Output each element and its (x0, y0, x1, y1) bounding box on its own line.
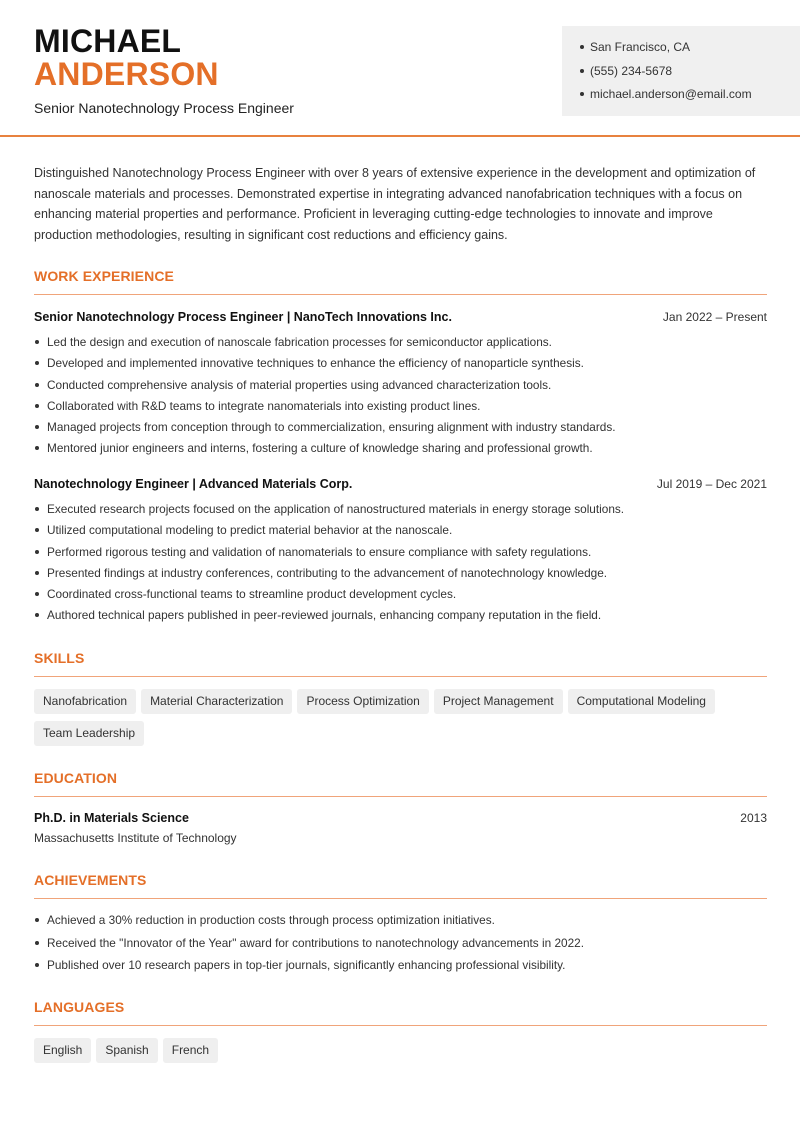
job-heading (34, 310, 767, 324)
skill-chip: Team Leadership (34, 721, 144, 746)
last-name: ANDERSON (34, 56, 219, 92)
list-item: Received the "Innovator of the Year" award for contributions to nanotechnology advancements in 2022. (34, 933, 767, 956)
list-item: Executed research projects focused on the application of nanostructured materials in energy storage solutions. (34, 499, 767, 520)
list-item: Mentored junior engineers and interns, fostering a culture of knowledge sharing and professional growth. (34, 438, 767, 459)
list-item: Published over 10 research papers in top-tier journals, significantly enhancing professional visibility. (34, 955, 767, 978)
list-item: Authored technical papers published in peer-reviewed journals, enhancing company reputation in the field. (34, 605, 767, 626)
list-item: Performed rigorous testing and validation of nanomaterials to ensure compliance with safety regulations. (34, 542, 767, 563)
education-year: 2013 (740, 811, 767, 825)
skill-chip: Nanofabrication (34, 689, 136, 714)
section-divider (34, 1025, 767, 1026)
skill-chip: Computational Modeling (568, 689, 715, 714)
job-title-company: Nanotechnology Engineer | Advanced Materials Corp. (34, 477, 353, 491)
job-dates: Jul 2019 – Dec 2021 (656, 477, 767, 491)
contact-location: San Francisco, CA (580, 36, 800, 60)
section-title-skills: SKILLS (34, 650, 85, 666)
contact-email: michael.anderson@email.com (580, 83, 800, 107)
resume-header (0, 0, 800, 137)
job-title: Senior Nanotechnology Process Engineer (34, 100, 294, 116)
list-item: Developed and implemented innovative techniques to enhance the efficiency of nanoparticle synthesis. (34, 353, 767, 374)
list-item: Achieved a 30% reduction in production costs through process optimization initiatives. (34, 910, 767, 933)
section-divider (34, 676, 767, 677)
job-heading (34, 477, 767, 491)
section-title-languages: LANGUAGES (34, 999, 125, 1015)
skill-chip: Material Characterization (141, 689, 292, 714)
section-divider (34, 294, 767, 295)
list-item: Managed projects from conception through to commercialization, ensuring alignment with industry standards. (34, 417, 767, 438)
education-school: Massachusetts Institute of Technology (34, 831, 237, 845)
language-chip: English (34, 1038, 91, 1063)
contact-box (562, 26, 800, 116)
section-title-education: EDUCATION (34, 770, 118, 786)
job-bullet-list (34, 332, 767, 460)
skill-chip: Project Management (434, 689, 563, 714)
section-title-work-experience: WORK EXPERIENCE (34, 268, 174, 284)
list-item: Utilized computational modeling to predict material behavior at the nanoscale. (34, 520, 767, 541)
achievements-list (34, 910, 767, 978)
education-degree: Ph.D. in Materials Science (34, 811, 189, 825)
language-chip: French (163, 1038, 218, 1063)
list-item: Collaborated with R&D teams to integrate nanomaterials into existing product lines. (34, 396, 767, 417)
job-title-company: Senior Nanotechnology Process Engineer | NanoTech Innovations Inc. (34, 310, 452, 324)
language-chip: Spanish (96, 1038, 157, 1063)
list-item: Led the design and execution of nanoscale fabrication processes for semiconductor applications. (34, 332, 767, 353)
section-divider (34, 898, 767, 899)
job-dates: Jan 2022 – Present (662, 310, 767, 324)
first-name: MICHAEL (34, 23, 182, 59)
job-bullet-list (34, 499, 767, 627)
skill-chip: Process Optimization (297, 689, 428, 714)
skills-chip-list (34, 689, 774, 753)
list-item: Coordinated cross-functional teams to streamline product development cycles. (34, 584, 767, 605)
list-item: Presented findings at industry conferences, contributing to the advancement of nanotechnology knowledge. (34, 563, 767, 584)
section-title-achievements: ACHIEVEMENTS (34, 872, 147, 888)
contact-phone: (555) 234-5678 (580, 60, 800, 84)
professional-summary: Distinguished Nanotechnology Process Engineer with over 8 years of extensive experience in the development and optimization of nanoscale materials and processes. Demonstrated expertise in integrating advanced nanofabrication techniques with a focus on enhancing material properties and performance. Proficient in leveraging cutting-edge technologies to innovate and improve production methodologies, resulting in significant cost reductions and efficiency gains. (34, 166, 756, 243)
languages-chip-list (34, 1038, 774, 1070)
list-item: Conducted comprehensive analysis of material properties using advanced characterization tools. (34, 375, 767, 396)
section-divider (34, 796, 767, 797)
